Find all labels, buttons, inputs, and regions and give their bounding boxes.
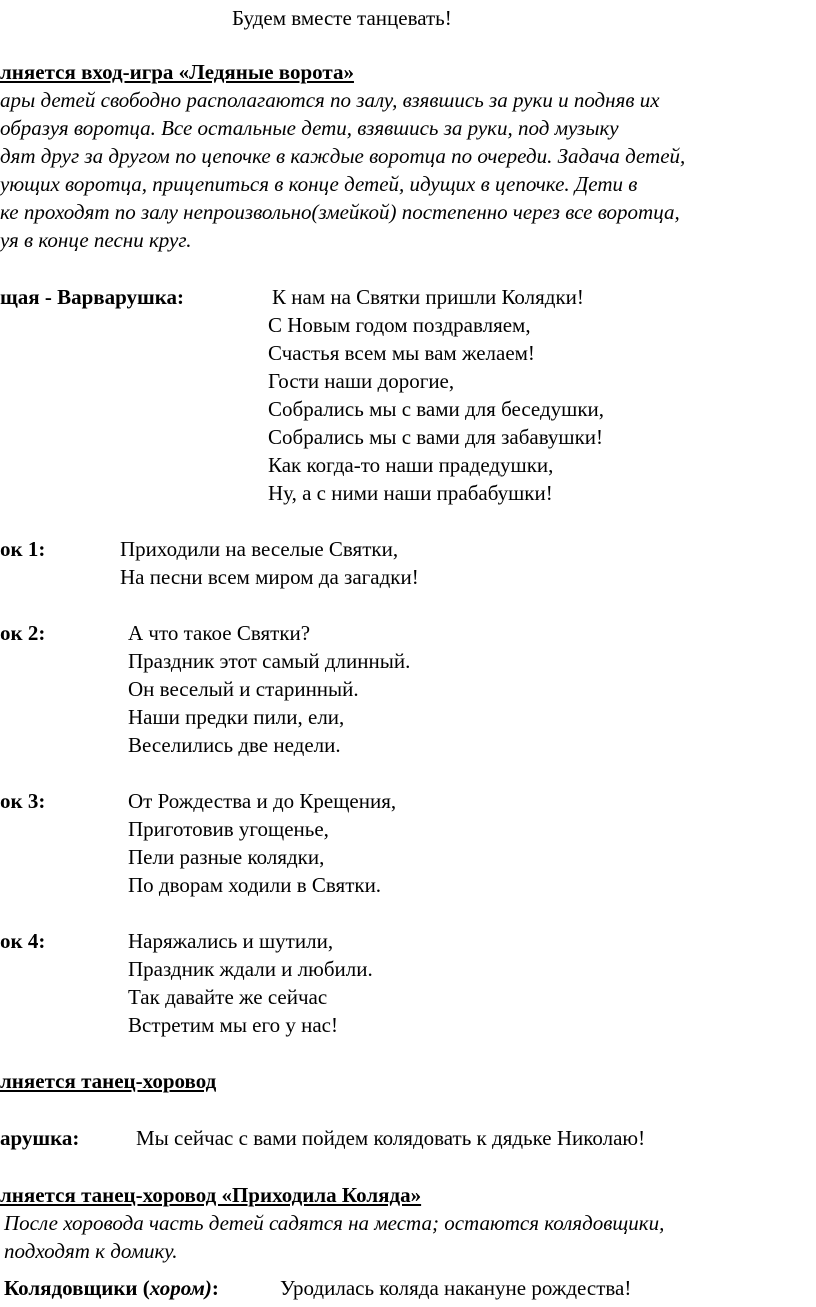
kid-3-line-3: Пели разные колядки,	[128, 845, 325, 869]
host-line-2: С Новым годом поздравляем,	[268, 313, 531, 337]
kid-2-speaker: ок 2:	[0, 621, 46, 645]
kid-2-line-5: Веселились две недели.	[128, 733, 341, 757]
carolers-speaker-prefix: Колядовщики (	[4, 1276, 150, 1300]
host-speaker: щая - Варварушка:	[0, 285, 185, 309]
kid-1-line-2: На песни всем миром да загадки!	[120, 565, 419, 589]
carolers-speaker-suffix: :	[211, 1276, 219, 1300]
game-description-line-1: ары детей свободно располагаются по залу, взявшись за руки и подняв их	[0, 88, 660, 112]
kid-3-line-2: Приготовив угощенье,	[128, 817, 329, 841]
game-description-line-3: дят друг за другом по цепочке в каждые воротца по очереди. Задача детей,	[0, 144, 686, 168]
section-heading-kolyada-dance: лняется танец-хоровод «Приходила Коляда»	[0, 1183, 422, 1207]
host-line-3: Счастья всем мы вам желаем!	[268, 341, 535, 365]
kid-1-line-1: Приходили на веселые Святки,	[120, 537, 399, 561]
dance-description-line-1: После хоровода часть детей садятся на места; остаются колядовщики,	[4, 1211, 665, 1235]
host-line-5: Собрались мы с вами для беседушки,	[268, 397, 605, 421]
kid-2-line-3: Он веселый и старинный.	[128, 677, 359, 701]
section-heading-ice-gates: лняется вход-игра «Ледяные ворота»	[0, 60, 354, 84]
host-line-6: Собрались мы с вами для забавушки!	[268, 425, 604, 449]
host-line-8: Ну, а с ними наши прабабушки!	[268, 481, 553, 505]
kid-3-speaker: ок 3:	[0, 789, 46, 813]
kid-3-line-1: От Рождества и до Крещения,	[128, 789, 397, 813]
dance-description-line-2: подходят к домику.	[4, 1239, 178, 1263]
carolers-line: Уродилась коляда накануне рождества!	[280, 1276, 632, 1300]
game-description-line-6: уя в конце песни круг.	[0, 228, 192, 252]
game-description-line-4: ующих воротца, прицепиться в конце детей, идущих в цепочке. Дети в	[0, 172, 638, 196]
game-description-line-5: ке проходят по залу непроизвольно(змейкой) постепенно через все воротца,	[0, 200, 680, 224]
kid-2-line-2: Праздник этот самый длинный.	[128, 649, 411, 673]
kid-2-line-4: Наши предки пили, ели,	[128, 705, 345, 729]
carolers-speaker	[4, 1274, 219, 1302]
host-line-1: К нам на Святки пришли Колядки!	[272, 285, 584, 309]
varvarushka-speaker: арушка:	[0, 1126, 80, 1150]
kid-4-line-3: Так давайте же сейчас	[128, 985, 328, 1009]
kid-2-line-1: А что такое Святки?	[128, 621, 311, 645]
game-description-line-2: образуя воротца. Все остальные дети, взявшись за руки, под музыку	[0, 116, 619, 140]
carolers-speaker-italic: хором)	[149, 1276, 212, 1300]
kid-4-line-1: Наряжались и шутили,	[128, 929, 334, 953]
host-line-4: Гости наши дорогие,	[268, 369, 455, 393]
kid-3-line-4: По дворам ходили в Святки.	[128, 873, 382, 897]
kid-1-speaker: ок 1:	[0, 537, 46, 561]
host-line-7: Как когда-то наши прадедушки,	[268, 453, 554, 477]
page-title: Будем вместе танцевать!	[232, 6, 452, 30]
kid-4-speaker: ок 4:	[0, 929, 46, 953]
kid-4-line-4: Встретим мы его у нас!	[128, 1013, 338, 1037]
section-heading-round-dance: лняется танец-хоровод	[0, 1069, 217, 1093]
kid-4-line-2: Праздник ждали и любили.	[128, 957, 373, 981]
varvarushka-line: Мы сейчас с вами пойдем колядовать к дядьке Николаю!	[136, 1126, 646, 1150]
